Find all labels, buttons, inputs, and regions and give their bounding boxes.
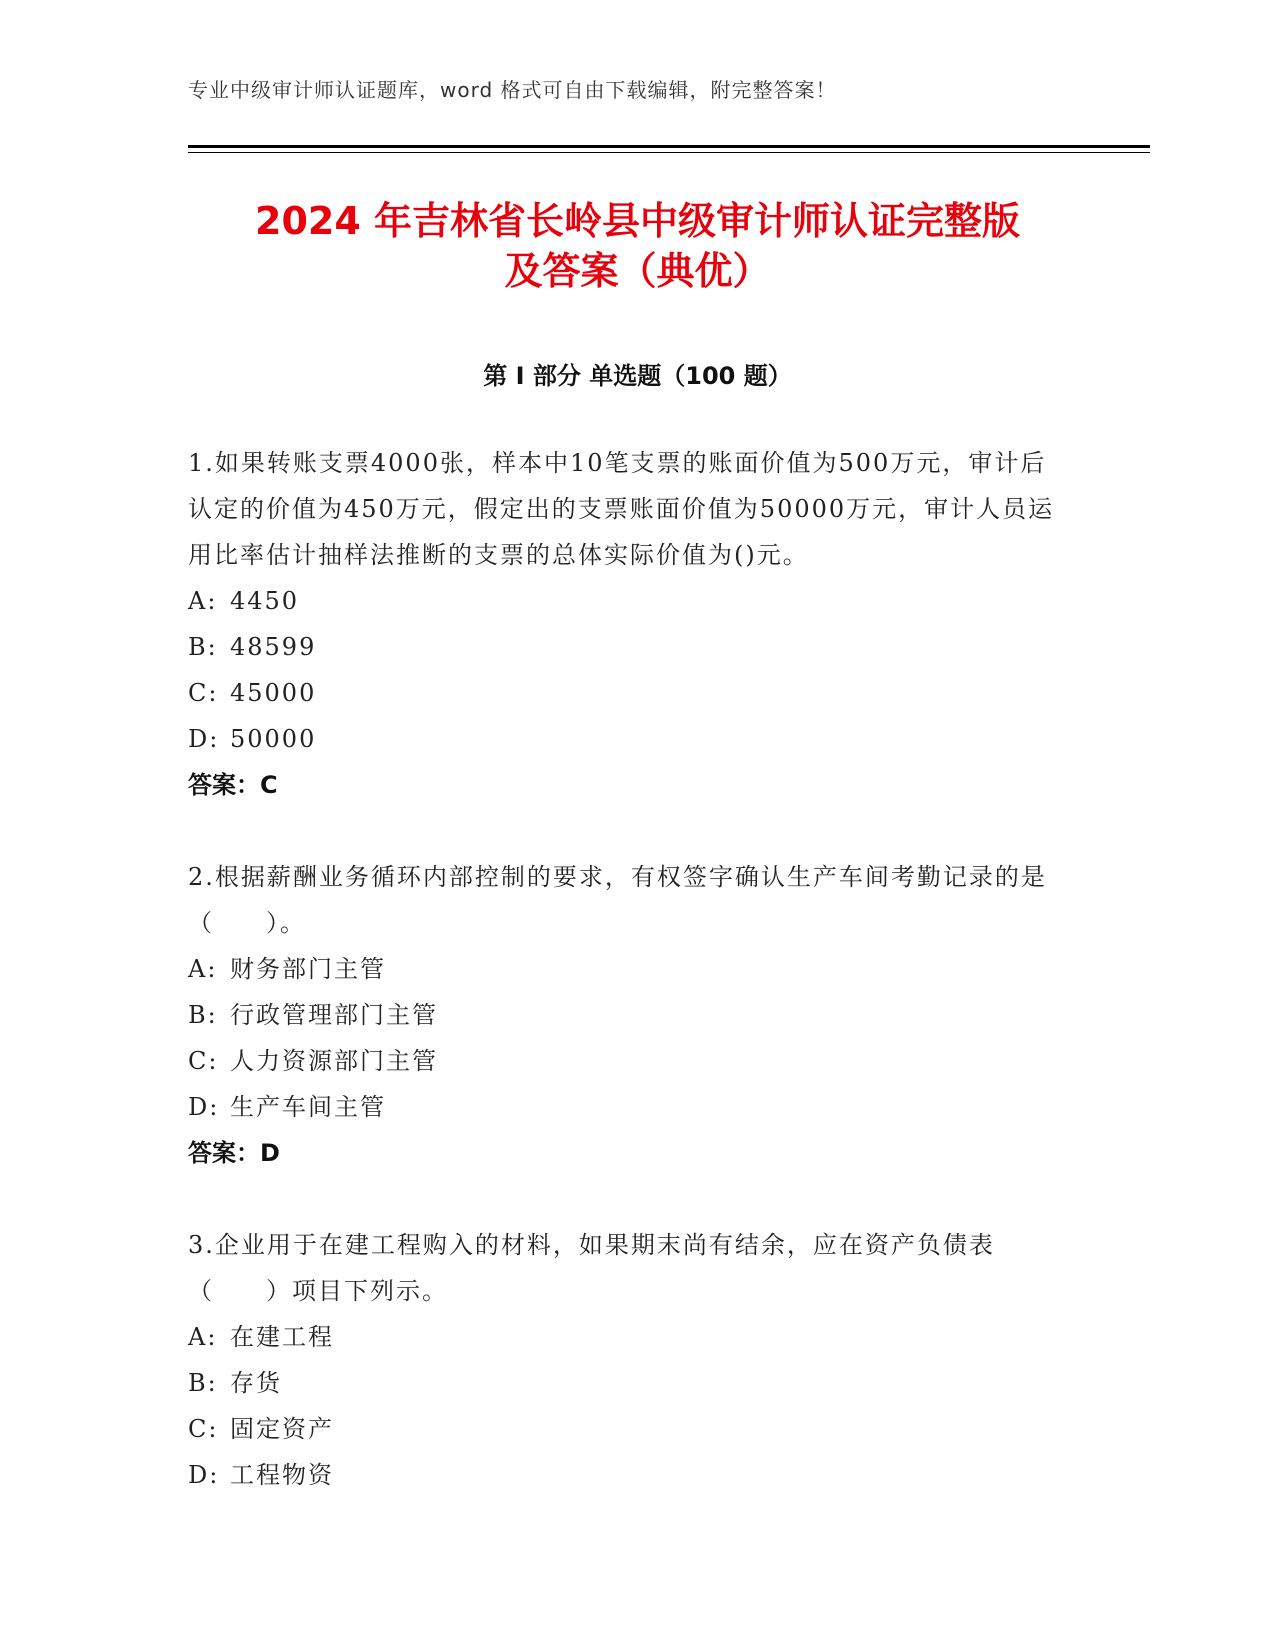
option-b [188, 1360, 1068, 1406]
option-text: 固定资产 [230, 1415, 334, 1443]
section-heading: 第 I 部分 单选题（100 题） [483, 362, 792, 390]
option-letter: A: [188, 587, 218, 615]
option-a [188, 578, 1068, 624]
option-letter: D: [188, 1461, 220, 1489]
question-text: 1.如果转账支票4000张，样本中10笔支票的账面价值为500万元，审计后认定的价值为450万元，假定出的支票账面价值为50000万元，审计人员运用比率估计抽样法推断的支票的总体实际价值为()元。 [188, 449, 1055, 569]
option-letter: B: [188, 633, 218, 661]
option-text: 50000 [230, 725, 317, 753]
option-c [188, 1038, 1068, 1084]
option-letter: C: [188, 679, 219, 707]
question-text: 2.根据薪酬业务循环内部控制的要求，有权签字确认生产车间考勤记录的是（ ）。 [188, 863, 1047, 937]
option-d [188, 1452, 1068, 1498]
option-a [188, 946, 1068, 992]
question-list [188, 440, 1068, 1544]
option-d [188, 1084, 1068, 1130]
option-d [188, 716, 1068, 762]
option-text: 工程物资 [230, 1461, 334, 1489]
option-letter: B: [188, 1001, 218, 1029]
question-2 [188, 854, 1068, 1176]
option-letter: D: [188, 725, 220, 753]
page-header: 专业中级审计师认证题库，word 格式可自由下载编辑，附完整答案！ [188, 78, 837, 102]
question-3 [188, 1222, 1068, 1498]
option-text: 在建工程 [230, 1323, 334, 1351]
answer: 答案：D [188, 1139, 280, 1167]
option-letter: C: [188, 1047, 219, 1075]
question-text: 3.企业用于在建工程购入的材料，如果期末尚有结余，应在资产负债表（ ）项目下列示。 [188, 1231, 995, 1305]
option-letter: C: [188, 1415, 219, 1443]
option-text: 4450 [230, 587, 300, 615]
option-a [188, 1314, 1068, 1360]
title-line-1: 2024 年吉林省长岭县中级审计师认证完整版 [255, 199, 1020, 243]
option-text: 财务部门主管 [230, 955, 386, 983]
title-line-2: 及答案（典优） [504, 249, 771, 293]
document-title [160, 196, 1115, 296]
option-text: 人力资源部门主管 [230, 1047, 438, 1075]
option-c [188, 670, 1068, 716]
answer: 答案：C [188, 771, 278, 799]
option-c [188, 1406, 1068, 1452]
option-text: 48599 [230, 633, 317, 661]
option-letter: D: [188, 1093, 220, 1121]
option-text: 存货 [230, 1369, 282, 1397]
option-letter: A: [188, 1323, 218, 1351]
option-text: 45000 [230, 679, 317, 707]
header-rule-thick [188, 145, 1150, 148]
question-1 [188, 440, 1068, 808]
header-rule-thin [188, 152, 1150, 153]
option-b [188, 992, 1068, 1038]
option-b [188, 624, 1068, 670]
option-letter: A: [188, 955, 218, 983]
option-text: 生产车间主管 [230, 1093, 386, 1121]
option-text: 行政管理部门主管 [230, 1001, 438, 1029]
option-letter: B: [188, 1369, 218, 1397]
